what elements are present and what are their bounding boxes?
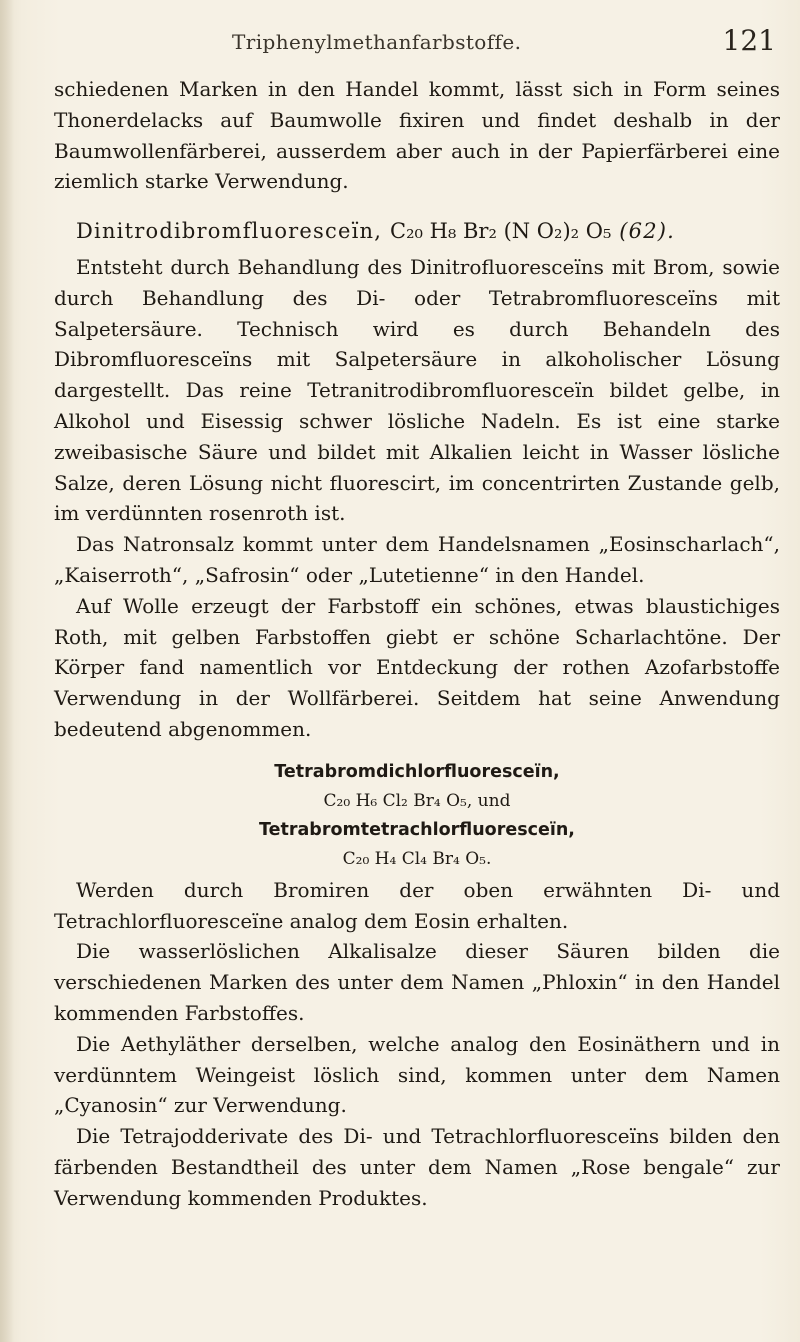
paragraph-cyanosin: Die Aethyläther derselben, welche analog den Eosinäthern und in verdünntem Weingeist löslich sind, kommen unter dem Namen „Cyanosin“ zur Verwendung.: [54, 1031, 780, 1118]
paragraph-phloxin: Die wasserlöslichen Alkalisalze dieser Säuren bilden die verschiedenen Marken des unter dem Namen „Phloxin“ in den Handel kommenden Farbstoffes.: [54, 939, 780, 1025]
heading-reference: (62).: [619, 219, 676, 244]
compound-block: [54, 757, 780, 873]
compound-formula-1: C₂₀ H₆ Cl₂ Br₄ O₅, und: [323, 790, 511, 811]
binding-shadow: [0, 0, 14, 1342]
page-number: 121: [722, 24, 776, 57]
page-header: [0, 18, 800, 57]
compound-formula-2: C₂₀ H₄ Cl₄ Br₄ O₅.: [342, 848, 492, 869]
heading-formula: C₂₀ H₈ Br₂ (N O₂)₂ O₅: [390, 219, 612, 244]
paragraph-rose-bengale: Die Tetrajodderivate des Di- und Tetrachlorfluoresceïns bilden den färbenden Bestandtheil des unter dem Namen „Rose bengale“ zur Verwendung kommenden Produktes.: [54, 1124, 780, 1210]
compound-title-2: Tetrabromtetrachlorfluoresceïn,: [259, 819, 575, 840]
section-heading: [54, 216, 780, 247]
paragraph-preparation: Entsteht durch Behandlung des Dinitrofluoresceïns mit Brom, sowie durch Behandlung des Di- oder Tetrabromfluoresceïns mit Salpetersäure. Technisch wird es durch Behandeln des Dibromfluoresceïns mit Salpetersäure in alkoholischer Lösung dargestellt. Das reine Tetranitrodibromfluoresceïn bildet gelbe, in Alkohol und Eisessig schwer lösliche Nadeln. Es ist eine starke zweibasische Säure und bildet mit Alkalien leicht in Wasser lösliche Salze, deren Lösung nicht fluorescirt, im concentrirten Zustande gelb, im verdünnten rosenroth ist.: [54, 254, 780, 526]
running-title: Triphenylmethanfarbstoffe.: [232, 30, 522, 54]
compound-title-1: Tetrabromdichlorfluoresceïn,: [274, 761, 560, 782]
paragraph-application: Auf Wolle erzeugt der Farbstoff ein schönes, etwas blaustichiges Roth, mit gelben Farbstoffen giebt er schöne Scharlachtöne. Der Körper fand namentlich vor Entdeckung der rothen Azofarbstoffe Verwendung in der Wollfärberei. Seitdem hat seine Anwendung bedeutend abgenommen.: [54, 593, 780, 741]
page-body: [54, 74, 780, 1214]
heading-compound-name: Dinitrodibromfluoresceïn,: [76, 219, 383, 244]
paragraph-trade-names: Das Natronsalz kommt unter dem Handelsnamen „Eosinscharlach“, „Kaiserroth“, „Safrosin“ oder „Lutetienne“ in den Handel.: [54, 532, 780, 587]
paragraph-bromination: Werden durch Bromiren der oben erwähnten Di- und Tetrachlorfluoresceïne analog dem Eosin erhalten.: [54, 877, 780, 933]
paragraph-continuation: schiedenen Marken in den Handel kommt, lässt sich in Form seines Thonerdelacks auf Baumwolle fixiren und findet deshalb in der Baumwollenfärberei, ausserdem aber auch in der Papierfärberei eine ziemlich starke Verwendung.: [54, 77, 780, 194]
